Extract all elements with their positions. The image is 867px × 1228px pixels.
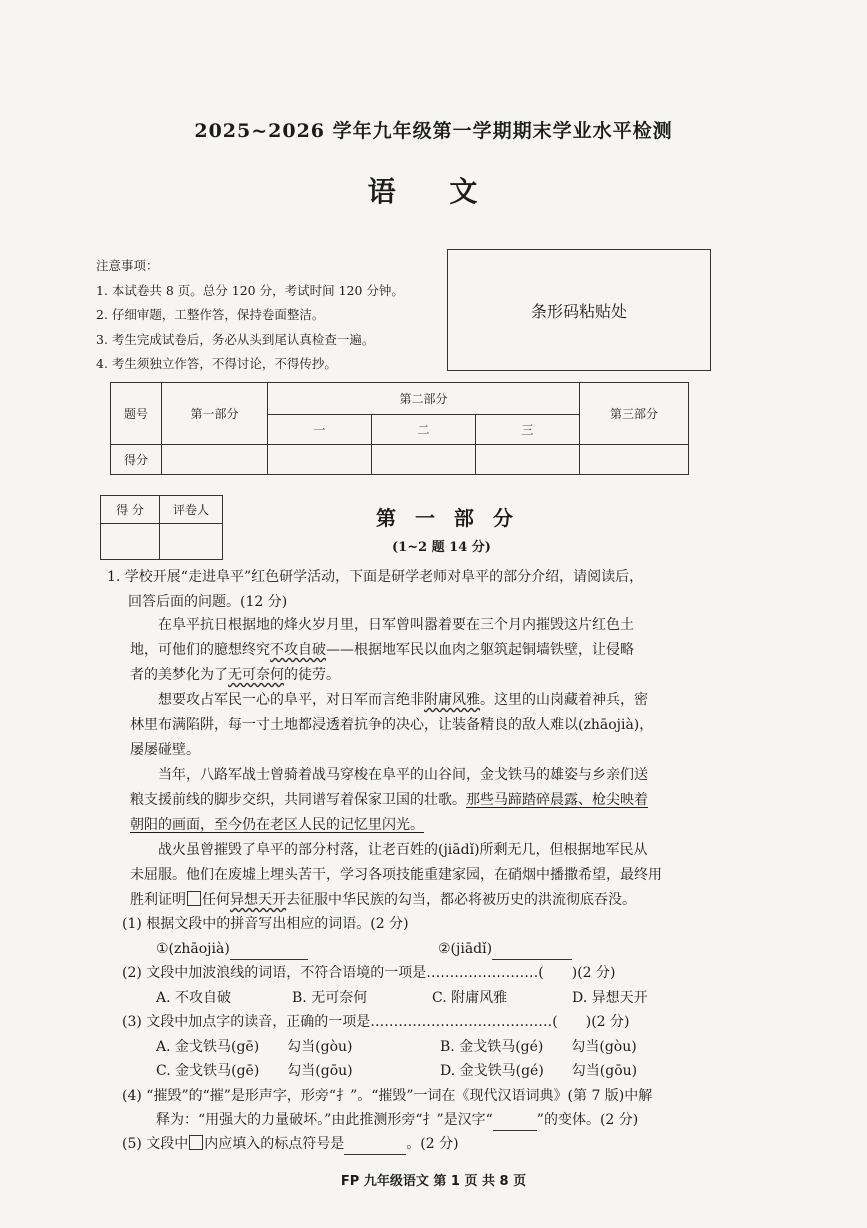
passage-line: 未屈服。他们在废墟上埋头苦干，学习各项技能重建家园，在硝烟中播撒希望，最终用: [130, 867, 662, 883]
subquestion-3: (3) 文段中加点字的读音，正确的一项是…………………………………( )(2 分): [122, 1014, 630, 1030]
punctuation-box: [189, 1135, 203, 1150]
answer-line: ①(zhāojià): [156, 939, 308, 960]
answer-blank[interactable]: [492, 939, 572, 960]
answer-line: ②(jiādǐ): [438, 939, 572, 960]
option[interactable]: D. 异想天开: [572, 990, 648, 1006]
grader-table: [100, 495, 223, 560]
subquestion-2: (2) 文段中加波浪线的词语，不符合语境的一项是……………………( )(2 分): [122, 965, 616, 981]
option[interactable]: C. 附庸风雅: [432, 990, 508, 1006]
passage-line: 当年，八路军战士曾骑着战马穿梭在阜平的山谷间，金戈铁马的雄姿与乡亲们送: [158, 767, 648, 783]
notes-heading: 注意事项：: [96, 258, 159, 273]
subject-title: 语 文: [367, 175, 500, 208]
wavy-word: 不攻自破: [270, 642, 326, 658]
row-label-number: 题号: [111, 383, 162, 445]
score-cell[interactable]: [162, 445, 268, 475]
page-footer: FP 九年级语文 第 1 页 共 8 页: [340, 1174, 527, 1189]
part-subtitle: (1~2 题 14 分): [392, 540, 491, 555]
subquestion-1: (1) 根据文段中的拼音写出相应的词语。(2 分): [122, 916, 409, 932]
note-item: 4. 考生须独立作答，不得讨论，不得传抄。: [96, 356, 337, 371]
score-table: [110, 382, 689, 475]
col-part1: 第一部分: [162, 383, 268, 445]
underlined-sentence: 朝阳的画面，至今仍在老区人民的记忆里闪光。: [130, 817, 424, 833]
wavy-word: 异想天开: [230, 892, 286, 908]
col-part3: 第三部分: [580, 383, 689, 445]
score-cell[interactable]: [476, 445, 580, 475]
answer-blank[interactable]: [230, 939, 308, 960]
subquestion-4: (4) “摧毁”的“摧”是形声字，形旁“扌”。“摧毁”一词在《现代汉语词典》(第 7 版)中解: [122, 1088, 653, 1104]
notes-block: [96, 254, 404, 377]
option[interactable]: C. 金戈铁马(gē) 勾当(gōu): [156, 1063, 353, 1079]
exam-title: 2025~2026 学年九年级第一学期期末学业水平检测: [194, 120, 673, 142]
q1-intro: 1. 学校开展“走进阜平”红色研学活动，下面是研学老师对阜平的部分介绍，请阅读后，: [107, 569, 644, 585]
underlined-sentence: 那些马蹄踏碎晨露、枪尖映着: [466, 792, 648, 808]
col-part2-1: 一: [268, 415, 372, 445]
passage-line: 地，可他们的臆想终究不攻自破——根据地军民以血肉之躯筑起铜墙铁壁，让侵略: [130, 642, 634, 658]
option[interactable]: A. 金戈铁马(gē) 勾当(gòu): [156, 1039, 353, 1055]
grader-score-cell[interactable]: [101, 524, 160, 560]
passage-line: 粮支援前线的脚步交织，共同谱写着保家卫国的壮歌。那些马蹄踏碎晨露、枪尖映着: [130, 792, 648, 808]
part-title: 第 一 部 分: [376, 506, 519, 530]
grader-name-label: 评卷人: [160, 496, 223, 524]
col-part2: 第二部分: [268, 383, 580, 415]
passage-line: 在阜平抗日根据地的烽火岁月里，日军曾叫嚣着要在三个月内摧毁这片红色土: [158, 617, 634, 633]
answer-blank[interactable]: [344, 1134, 406, 1155]
option[interactable]: B. 金戈铁马(gé) 勾当(gòu): [440, 1039, 637, 1055]
grader-score-label: 得 分: [101, 496, 160, 524]
note-item: 3. 考生完成试卷后，务必从头到尾认真检查一遍。: [96, 331, 375, 347]
note-item: 1. 本试卷共 8 页。总分 120 分，考试时间 120 分钟。: [96, 282, 404, 298]
col-part2-3: 三: [476, 415, 580, 445]
wavy-word: 附庸风雅: [424, 692, 480, 708]
note-item: 2. 仔细审题，工整作答，保持卷面整洁。: [96, 307, 325, 322]
option[interactable]: B. 无可奈何: [292, 990, 368, 1006]
passage-line: 林里布满陷阱，每一寸土地都浸透着抗争的决心，让装备精良的敌人难以(zhāojià)，: [130, 717, 654, 733]
wavy-word: 无可奈何: [228, 667, 284, 683]
score-cell[interactable]: [372, 445, 476, 475]
option[interactable]: A. 不攻自破: [156, 990, 232, 1006]
barcode-label: 条形码粘贴处: [530, 301, 627, 321]
passage-line: 胜利证明 任何异想天开去征服中华民族的勾当，都必将被历史的洪流彻底吞没。: [130, 892, 636, 908]
score-cell[interactable]: [268, 445, 372, 475]
passage-line: 屡屡碰壁。: [130, 742, 200, 758]
q1-intro-cont: 回答后面的问题。(12 分): [128, 594, 288, 610]
col-part2-2: 二: [372, 415, 476, 445]
answer-blank[interactable]: [493, 1110, 537, 1131]
subquestion-5: (5) 文段中 内应填入的标点符号是 。(2 分): [122, 1134, 459, 1155]
barcode-area: [447, 249, 711, 371]
passage-line: [130, 815, 424, 835]
option[interactable]: D. 金戈铁马(gé) 勾当(gōu): [440, 1063, 638, 1079]
grader-name-cell[interactable]: [160, 524, 223, 560]
passage-line: 战火虽曾摧毁了阜平的部分村落，让老百姓的(jiādǐ)所剩无几，但根据地军民从: [158, 842, 648, 858]
passage-line: 想要攻占军民一心的阜平，对日军而言绝非附庸风雅。这里的山岗藏着神兵，密: [158, 692, 648, 708]
passage-line: 者的美梦化为了无可奈何的徒劳。: [130, 667, 340, 683]
row-label-score: 得分: [111, 445, 162, 475]
score-cell[interactable]: [580, 445, 689, 475]
subquestion-4-cont: 释为：“用强大的力量破坏。”由此推测形旁“扌”是汉字“ ”的变体。(2 分): [156, 1110, 638, 1131]
punctuation-box: [187, 891, 201, 906]
